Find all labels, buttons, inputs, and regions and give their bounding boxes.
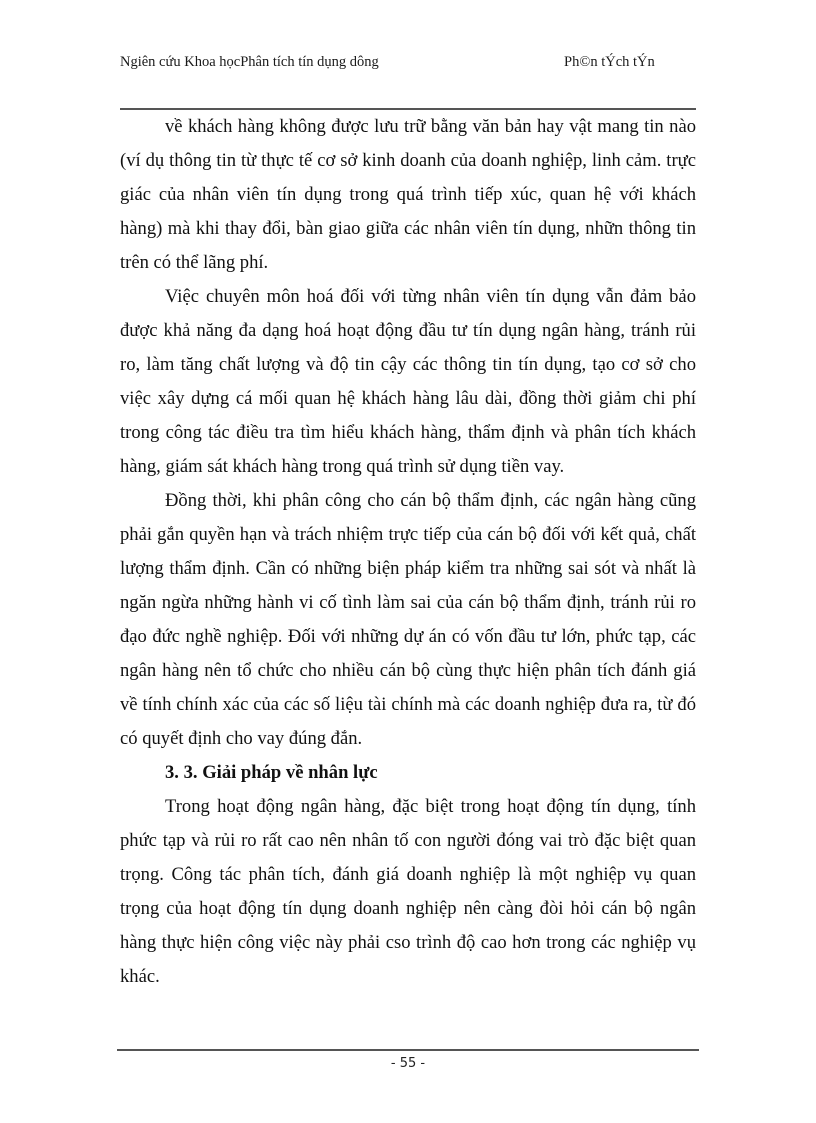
paragraph: Việc chuyên môn hoá đối với từng nhân viên tín dụng vẫn đảm bảo được khả năng đa dạng hoá hoạt động đầu tư tín dụng ngân hàng, tránh rủi ro, làm tăng chất lượng và độ tin cậy các thông tin tín dụng, tạo cơ sở cho việc xây dựng cá mối quan hệ khách hàng lâu dài, đồng thời giảm chi phí trong công tác điều tra tìm hiểu khách hàng, thẩm định và phân tích khách hàng, giám sát khách hàng trong quá trình sử dụng tiền vay. [120,286,696,477]
footer-divider [117,1049,699,1051]
header-section-label: Ph©n tÝch tÝn [564,54,655,70]
paragraph: Đồng thời, khi phân công cho cán bộ thẩm định, các ngân hàng cũng phải gắn quyền hạn và trách nhiệm trực tiếp của cán bộ đối với kết quả, chất lượng thẩm định. Cần có những biện pháp kiểm tra những sai sót và nhất là ngăn ngừa những hành vi cố tình làm sai của cán bộ thẩm định, tránh rủi ro đạo đức nghề nghiệp. Đối với những dự án có vốn đầu tư lớn, phức tạp, các ngân hàng nên tổ chức cho nhiều cán bộ cùng thực hiện phân tích đánh giá về tính chính xác của các số liệu tài chính mà các doanh nghiệp đưa ra, từ đó có quyết định cho vay đúng đắn. [120,490,696,749]
page-body [120,110,696,994]
header-title: Ngiên cứu Khoa họcPhân tích tín dụng dông [120,54,379,70]
section-heading: 3. 3. Giải pháp về nhân lực [165,762,378,783]
section-paragraph: Trong hoạt động ngân hàng, đặc biệt trong hoạt động tín dụng, tính phức tạp và rủi ro rất cao nên nhân tố con người đóng vai trò đặc biệt quan trọng. Công tác phân tích, đánh giá doanh nghiệp là một nghiệp vụ quan trọng của hoạt động tín dụng doanh nghiệp nên càng đòi hỏi cán bộ ngân hàng thực hiện công việc này phải cso trình độ cao hơn trong các nghiệp vụ khác. [120,796,696,987]
page-number: - 55 - [390,1056,426,1071]
paragraph-continuation: về khách hàng không được lưu trữ bằng văn bản hay vật mang tin nào (ví dụ thông tin từ thực tế cơ sở kinh doanh của doanh nghiệp, linh cảm. trực giác của nhân viên tín dụng trong quá trình tiếp xúc, quan hệ với khách hàng) mà khi thay đổi, bàn giao giữa các nhân viên tín dụng, nhữn thông tin trên có thể lãng phí. [120,116,696,273]
